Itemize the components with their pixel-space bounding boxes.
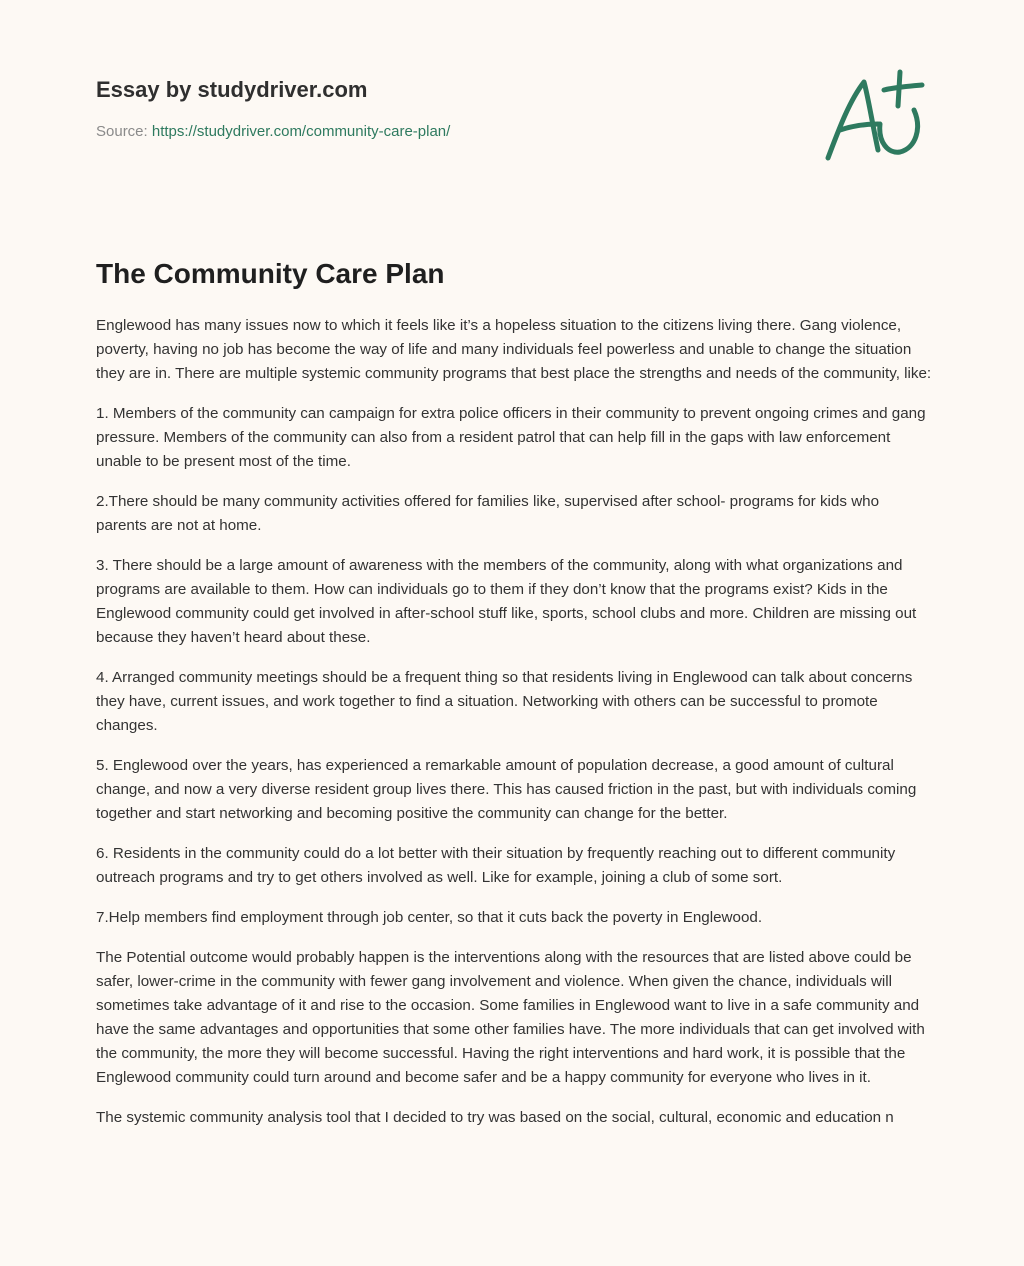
source-link[interactable]: https://studydriver.com/community-care-plan/ [151, 123, 451, 140]
essay-paragraph: 5. Englewood over the years, has experienced a remarkable amount of population decrease, a good amount of cultural change, and now a very diverse resident group lives there. This has caused friction in the past, but with individuals coming together and start networking and becoming positive the community can change for the better. [96, 757, 917, 822]
source-label: Source: [96, 123, 152, 140]
essay-title: The Community Care Plan [96, 258, 445, 289]
essay-paragraph: The systemic community analysis tool that I decided to try was based on the social, cultural, economic and education n [96, 1109, 894, 1126]
essay-paragraph: 4. Arranged community meetings should be a frequent thing so that residents living in Englewood can talk about concerns they have, current issues, and work together to find a situation. Networking with others can be successful to promote changes. [96, 669, 913, 734]
source-line [96, 122, 796, 142]
essay-paragraph: Englewood has many issues now to which it feels like it’s a hopeless situation to the citizens living there. Gang violence, poverty, having no job has become the way of life and many individuals feel powerless and unable to change the situation they are in. There are multiple systemic community programs that best place the strengths and needs of the community, like: [96, 317, 932, 382]
a-plus-logo-icon [818, 66, 930, 166]
essay-paragraph: 2.There should be many community activities offered for families like, supervised after school- programs for kids who parents are not at home. [96, 493, 880, 534]
essay-paragraph: 1. Members of the community can campaign for extra police officers in their community to prevent ongoing crimes and gang pressure. Members of the community can also from a resident patrol that can help fill in the gaps with law enforcement unable to be present most of the time. [96, 405, 926, 470]
essay-paragraph: 6. Residents in the community could do a lot better with their situation by frequently reaching out to different community outreach programs and try to get others involved as well. Like for example, joining a club of some sort. [96, 845, 896, 886]
essay-paragraph: 3. There should be a large amount of awareness with the members of the community, along with what organizations and programs are available to them. How can individuals go to them if they don’t know that the programs exist? Kids in the Englewood community could get involved in after-school stuff like, sports, school clubs and more. Children are missing out because they haven’t heard about these. [96, 557, 917, 646]
essay-paragraph: 7.Help members find employment through job center, so that it cuts back the poverty in Englewood. [96, 909, 763, 926]
essay-paragraph: The Potential outcome would probably happen is the interventions along with the resources that are listed above could be safer, lower-crime in the community with fewer gang involvement and violence. When given the chance, individuals will sometimes take advantage of it and rise to the occasion. Some families in Englewood want to live in a safe community and have the same advantages and opportunities that some other families have. The more individuals that can get involved with the community, the more they will become successful. Having the right interventions and hard work, it is possible that the Englewood community could turn around and become safer and be a happy community for everyone who lives in it. [96, 949, 925, 1086]
site-title: Essay by studydriver.com [96, 77, 368, 102]
essay-body [96, 314, 932, 1146]
page-header [96, 76, 796, 142]
